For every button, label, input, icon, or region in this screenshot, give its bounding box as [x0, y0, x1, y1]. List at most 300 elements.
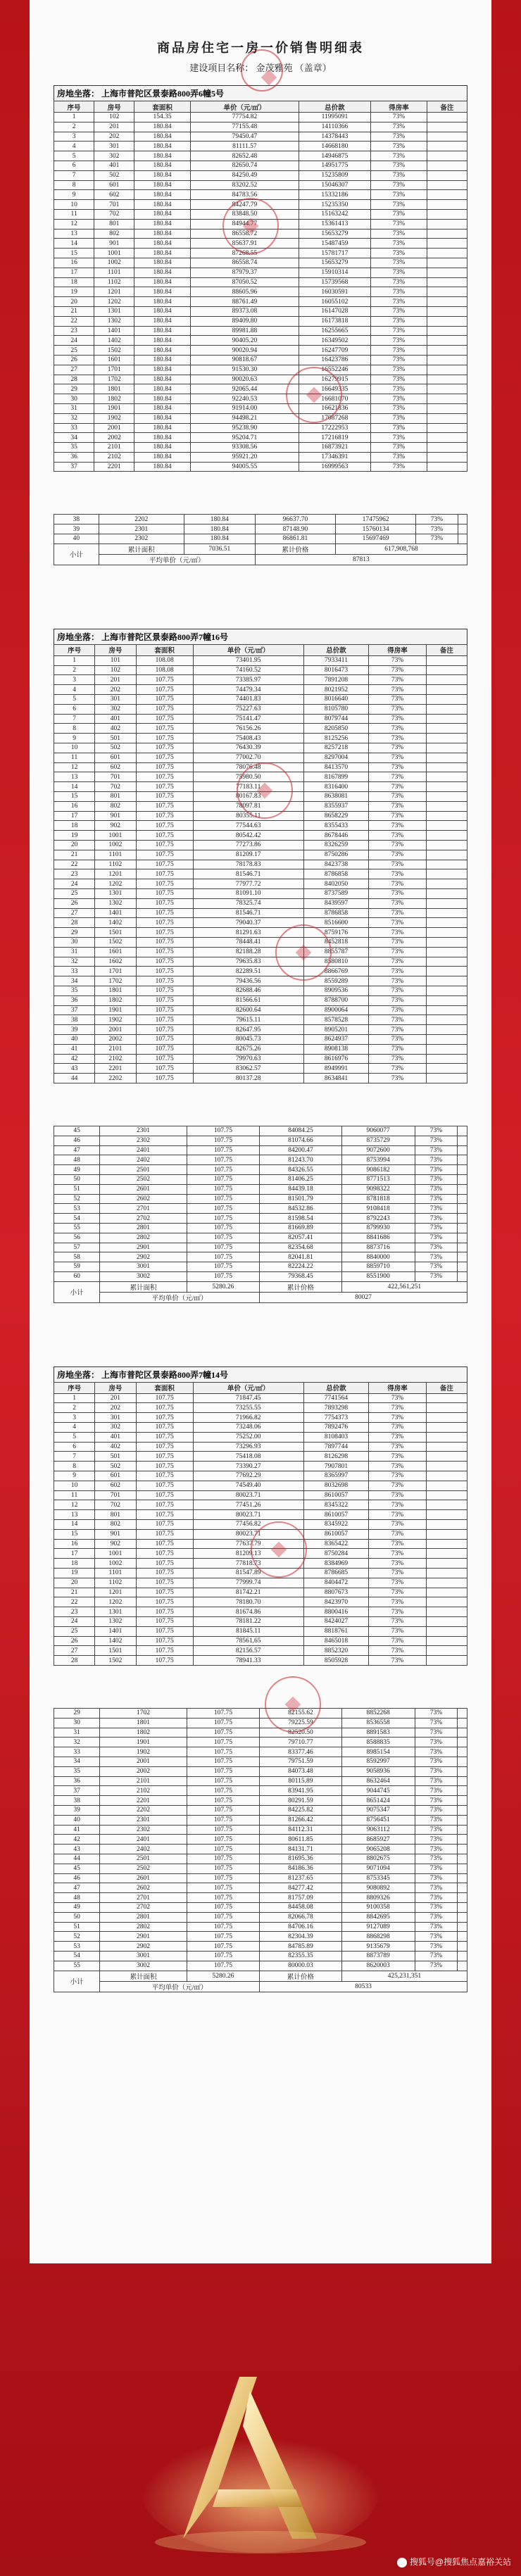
table-cell: 79450.47: [190, 132, 299, 142]
table-cell: 73%: [369, 685, 426, 695]
table-cell: [426, 1500, 467, 1510]
table-cell: 74479.34: [193, 685, 303, 695]
table-cell: 107.75: [136, 908, 193, 918]
table-cell: 73%: [415, 1942, 458, 1952]
table-cell: [426, 908, 467, 918]
footer-text: 搜狐号@搜狐焦点嘉裕关站: [409, 2557, 511, 2567]
table-cell: 9135679: [341, 1942, 415, 1952]
table-cell: 16: [54, 1539, 95, 1549]
table-cell: 76156.26: [193, 724, 303, 734]
table-row: [54, 1393, 467, 1403]
table-cell: 73%: [415, 1126, 458, 1136]
table-cell: 73%: [369, 1588, 426, 1597]
table-cell: [426, 1597, 467, 1607]
table-cell: 1601: [95, 947, 136, 957]
table-cell: 1501: [95, 1646, 136, 1656]
table-cell: 78561.65: [193, 1636, 303, 1646]
table-row: [54, 462, 467, 472]
table-cell: 49: [54, 1165, 100, 1175]
table-cell: 14110366: [299, 122, 370, 132]
table-cell: 73%: [371, 151, 427, 161]
table-cell: 95238.90: [190, 423, 299, 433]
table-cell: [426, 1636, 467, 1646]
table-cell: [427, 403, 467, 413]
table-cell: 107.75: [187, 1815, 259, 1825]
table-cell: [426, 1607, 467, 1617]
table-row: [54, 1214, 467, 1224]
table-cell: 92240.53: [190, 394, 299, 404]
table-cell: 107.75: [136, 1452, 193, 1462]
table-cell: 82155.62: [260, 1709, 342, 1719]
table-cell: 21: [54, 850, 95, 860]
table-cell: 75408.43: [193, 734, 303, 743]
table-cell: 82688.46: [193, 986, 303, 995]
table-cell: 80023.71: [193, 1529, 303, 1539]
table-cell: 77456.82: [193, 1520, 303, 1530]
table-cell: 107.75: [136, 1578, 193, 1588]
table-cell: 73%: [415, 1155, 458, 1165]
table-cell: 107.75: [187, 1214, 259, 1224]
column-header: 得房率: [369, 644, 426, 655]
table-cell: 8638081: [303, 792, 369, 802]
table-cell: 1: [54, 1393, 95, 1403]
table-cell: 77692.29: [193, 1471, 303, 1481]
table-row: [54, 1126, 467, 1136]
table-cell: 73%: [371, 239, 427, 249]
table-cell: 78448.41: [193, 937, 303, 947]
table-cell: 8079744: [303, 714, 369, 724]
table-cell: [426, 841, 467, 850]
table-cell: 60: [54, 1271, 100, 1281]
table-cell: 107.75: [136, 1413, 193, 1423]
table-cell: 79635.83: [193, 957, 303, 967]
table-row: [54, 1054, 467, 1064]
table-cell: 74401.83: [193, 695, 303, 705]
table-cell: [426, 821, 467, 831]
table-cell: 37: [54, 462, 94, 472]
table-cell: 8786685: [303, 1569, 369, 1578]
table-cell: 80045.73: [193, 1034, 303, 1044]
table-cell: 16255665: [299, 326, 370, 336]
table-cell: 12: [54, 219, 94, 229]
table-cell: 107.75: [136, 811, 193, 821]
table-cell: [427, 180, 467, 190]
table-cell: 73%: [371, 268, 427, 277]
table-cell: 901: [94, 239, 134, 249]
table-cell: [426, 1074, 467, 1083]
table-cell: 501: [95, 734, 136, 743]
table-row: [54, 821, 467, 831]
table-cell: 3002: [100, 1271, 187, 1281]
table-row: [54, 515, 467, 524]
table-cell: 25: [54, 889, 95, 899]
table-row: [54, 957, 467, 967]
table-cell: [426, 957, 467, 967]
table-cell: 7907801: [303, 1462, 369, 1471]
table-cell: 73%: [415, 1776, 458, 1786]
table-cell: [427, 287, 467, 297]
total-area: 5280.26: [187, 1971, 259, 1981]
table-cell: 107.75: [136, 1646, 193, 1656]
table-row: [54, 1520, 467, 1530]
table-cell: [458, 1252, 467, 1262]
table-cell: [427, 423, 467, 433]
table-cell: 180.84: [134, 346, 191, 356]
table-cell: 11: [54, 753, 95, 762]
table-cell: 107.75: [136, 1607, 193, 1617]
table-cell: 154.35: [134, 113, 191, 122]
table-cell: 7897744: [303, 1442, 369, 1452]
table-cell: 39: [54, 1805, 100, 1815]
table-cell: [426, 1423, 467, 1433]
table-cell: 601: [94, 180, 134, 190]
property-address: 房地坐落： 上海市普陀区景泰路800弄7幢16号: [54, 629, 467, 644]
property-address: 房地坐落： 上海市普陀区景泰路800弄7幢14号: [54, 1366, 467, 1382]
table-row: [54, 1194, 467, 1204]
table-cell: 16649335: [299, 384, 370, 394]
table-row: [54, 1184, 467, 1194]
table-cell: 302: [95, 1423, 136, 1433]
table-cell: 80023.71: [193, 1490, 303, 1500]
table-cell: 8651424: [341, 1796, 415, 1806]
table-cell: 180.84: [134, 433, 191, 443]
table-cell: 79710.77: [260, 1738, 342, 1747]
table-cell: 89373.08: [190, 306, 299, 316]
total-price: 425,231,351: [341, 1971, 467, 1981]
table-cell: 15361413: [299, 219, 370, 229]
table-cell: 1601: [94, 355, 134, 365]
table-cell: 73%: [371, 433, 427, 443]
table-row: [54, 762, 467, 772]
table-cell: 50: [54, 1912, 100, 1922]
table-cell: 302: [95, 704, 136, 714]
table-cell: 75141.47: [193, 714, 303, 724]
table-cell: 16: [54, 258, 94, 268]
table-cell: 73%: [369, 821, 426, 831]
table-cell: 1301: [94, 306, 134, 316]
table-cell: 73%: [369, 1636, 426, 1646]
table-cell: [427, 413, 467, 423]
table-cell: 107.75: [187, 1951, 259, 1961]
column-header: 单价（元/㎡）: [193, 644, 303, 655]
table-cell: 1502: [95, 937, 136, 947]
table-cell: [426, 1442, 467, 1452]
table-cell: 8949991: [303, 1064, 369, 1074]
table-cell: 52: [54, 1194, 100, 1204]
table-cell: 56: [54, 1233, 100, 1243]
table-cell: 107.75: [136, 1064, 193, 1074]
table-row: [54, 1747, 467, 1757]
table-cell: [427, 306, 467, 316]
table-cell: 701: [95, 772, 136, 782]
table-cell: 107.75: [187, 1796, 259, 1806]
table-cell: 107.75: [136, 1074, 193, 1083]
table-cell: 8516600: [303, 918, 369, 928]
table-cell: 73%: [371, 326, 427, 336]
table-row: [54, 1766, 467, 1776]
table-cell: 73%: [369, 986, 426, 995]
table-cell: [426, 1656, 467, 1666]
table-cell: 73%: [369, 1559, 426, 1569]
table-cell: 10: [54, 1481, 95, 1490]
table-cell: 94005.55: [190, 462, 299, 472]
table-cell: 180.84: [134, 122, 191, 132]
table-cell: 73%: [369, 1500, 426, 1510]
building-block: [54, 85, 467, 565]
table-row: [54, 1539, 467, 1549]
table-row: [54, 1738, 467, 1747]
table-cell: [426, 1025, 467, 1035]
table-cell: [426, 1034, 467, 1044]
table-cell: 15760134: [336, 524, 416, 534]
table-row: [54, 665, 467, 675]
table-cell: 17475962: [336, 515, 416, 524]
table-cell: 73296.93: [193, 1442, 303, 1452]
table-cell: 73%: [415, 1902, 458, 1912]
table-cell: 8771513: [341, 1174, 415, 1184]
table-cell: 17: [54, 268, 94, 277]
table-cell: 2101: [95, 1044, 136, 1054]
table-cell: 8016473: [303, 665, 369, 675]
table-cell: 90818.67: [190, 355, 299, 365]
table-cell: 2102: [94, 452, 134, 462]
table-cell: 302: [94, 151, 134, 161]
table-cell: 8423738: [303, 860, 369, 869]
table-cell: 21: [54, 1588, 95, 1597]
table-cell: [426, 947, 467, 957]
table-cell: 84073.48: [260, 1766, 342, 1776]
table-cell: [427, 316, 467, 326]
table-cell: 180.84: [134, 394, 191, 404]
table-cell: 3: [54, 1413, 95, 1423]
table-cell: [426, 772, 467, 782]
table-cell: [427, 122, 467, 132]
table-cell: 73%: [369, 1578, 426, 1588]
table-cell: 107.75: [187, 1883, 259, 1893]
table-row: [54, 268, 467, 277]
table-cell: 73%: [369, 792, 426, 802]
table-cell: 81209.13: [193, 1549, 303, 1559]
table-cell: 74549.40: [193, 1481, 303, 1490]
table-cell: 107.75: [136, 841, 193, 850]
table-row: [54, 734, 467, 743]
table-cell: [426, 995, 467, 1005]
table-cell: 73%: [371, 277, 427, 287]
table-cell: 82289.51: [193, 967, 303, 976]
table-cell: 73%: [369, 753, 426, 762]
table-cell: 15235809: [299, 170, 370, 180]
table-row: [54, 1432, 467, 1442]
table-cell: 7: [54, 170, 94, 180]
table-cell: 8908138: [303, 1044, 369, 1054]
table-cell: 107.75: [187, 1174, 259, 1184]
table-cell: 201: [94, 122, 134, 132]
table-cell: 2102: [95, 1054, 136, 1064]
table-cell: 90020.94: [190, 346, 299, 356]
table-cell: 801: [95, 1510, 136, 1520]
table-cell: 73%: [415, 1883, 458, 1893]
table-cell: 9072600: [341, 1145, 415, 1155]
table-cell: 107.75: [136, 918, 193, 928]
table-cell: 24: [54, 1617, 95, 1627]
document-subtitle: 建设项目名称： 金茂雅苑 （盖章）: [189, 63, 332, 73]
table-row: [54, 1403, 467, 1413]
table-cell: 107.75: [136, 1034, 193, 1044]
column-header: 备注: [427, 101, 467, 113]
table-row: [54, 782, 467, 792]
column-header: 套面积: [136, 644, 193, 655]
table-row: [54, 1636, 467, 1646]
table-cell: 3001: [100, 1951, 187, 1961]
table-cell: 107.75: [136, 1656, 193, 1666]
table-cell: 81547.89: [193, 1569, 303, 1578]
table-cell: 180.84: [184, 524, 255, 534]
table-cell: 2001: [94, 423, 134, 433]
table-cell: [427, 142, 467, 151]
table-cell: 73%: [371, 287, 427, 297]
table-cell: 41: [54, 1044, 95, 1054]
table-cell: 180.84: [134, 258, 191, 268]
table-row: [54, 1243, 467, 1252]
table-cell: 31: [54, 403, 94, 413]
table-cell: 8905201: [303, 1025, 369, 1035]
table-cell: 94498.21: [190, 413, 299, 423]
table-cell: 86558.74: [190, 258, 299, 268]
table-cell: 180.84: [134, 423, 191, 433]
table-cell: 107.75: [136, 986, 193, 995]
table-cell: 1902: [94, 413, 134, 423]
column-header: 序号: [54, 644, 95, 655]
table-cell: 77002.70: [193, 753, 303, 762]
table-row: [54, 375, 467, 384]
table-cell: 73%: [415, 1747, 458, 1757]
table-cell: [426, 976, 467, 986]
table-cell: 1402: [95, 1636, 136, 1646]
table-cell: 107.75: [136, 1481, 193, 1490]
table-cell: [458, 1174, 467, 1184]
table-cell: 84326.55: [260, 1165, 342, 1175]
table-cell: 8852268: [341, 1709, 415, 1719]
table-row: [54, 142, 467, 151]
table-cell: [426, 753, 467, 762]
table-cell: 107.75: [187, 1902, 259, 1912]
table-cell: 73%: [415, 1864, 458, 1873]
table-cell: 27: [54, 908, 95, 918]
table-cell: 26: [54, 355, 94, 365]
table-cell: 1801: [95, 986, 136, 995]
table-cell: 89981.88: [190, 326, 299, 336]
table-cell: 73%: [371, 452, 427, 462]
table-row: [54, 1462, 467, 1471]
table-cell: 1702: [95, 976, 136, 986]
table-row: [54, 1718, 467, 1728]
table-cell: 91914.00: [190, 403, 299, 413]
table-cell: 7754373: [303, 1413, 369, 1423]
table-cell: [458, 1262, 467, 1272]
table-cell: 107.75: [136, 1403, 193, 1413]
table-row: [54, 655, 467, 665]
table-row: [54, 1034, 467, 1044]
table-row: [54, 229, 467, 239]
table-cell: 73%: [369, 704, 426, 714]
table-cell: 36: [54, 995, 95, 1005]
table-cell: 8167899: [303, 772, 369, 782]
table-row: [54, 443, 467, 453]
table-cell: 502: [94, 170, 134, 180]
table-cell: 180.84: [134, 209, 191, 219]
table-cell: 1901: [94, 403, 134, 413]
table-cell: 27: [54, 365, 94, 375]
table-cell: 108.08: [136, 665, 193, 675]
table-cell: 84186.36: [260, 1864, 342, 1873]
table-cell: 73%: [415, 1922, 458, 1932]
table-cell: 73%: [415, 1214, 458, 1224]
table-cell: 73%: [369, 1617, 426, 1627]
table-header-row: [54, 1382, 467, 1393]
table-cell: 102: [94, 113, 134, 122]
table-row: [54, 1835, 467, 1845]
table-cell: 107.75: [187, 1766, 259, 1776]
table-cell: 11995091: [299, 113, 370, 122]
table-cell: [426, 724, 467, 734]
table-row: [54, 1025, 467, 1035]
table-cell: 8424027: [303, 1617, 369, 1627]
table-cell: 107.75: [136, 1054, 193, 1064]
table-cell: 54: [54, 1951, 100, 1961]
table-cell: 8632464: [341, 1776, 415, 1786]
table-cell: [458, 1271, 467, 1281]
table-cell: 73%: [371, 375, 427, 384]
table-cell: 9086182: [341, 1165, 415, 1175]
table-cell: 73%: [369, 1607, 426, 1617]
table-cell: 1: [54, 655, 95, 665]
table-cell: 84112.31: [260, 1825, 342, 1835]
table-cell: 47: [54, 1883, 100, 1893]
table-cell: 107.75: [187, 1155, 259, 1165]
table-cell: 73%: [369, 908, 426, 918]
table-cell: [427, 326, 467, 336]
table-cell: 81546.71: [193, 908, 303, 918]
table-row: [54, 898, 467, 908]
footer-watermark: [397, 2556, 511, 2568]
table-cell: 43: [54, 1845, 100, 1854]
table-cell: 9098322: [341, 1184, 415, 1194]
table-cell: 107.75: [187, 1243, 259, 1252]
table-cell: 81674.86: [193, 1607, 303, 1617]
table-cell: 84277.42: [260, 1883, 342, 1893]
table-cell: 21: [54, 306, 94, 316]
table-cell: 73%: [415, 1718, 458, 1728]
table-cell: 2302: [100, 1825, 187, 1835]
table-cell: 81266.42: [260, 1815, 342, 1825]
table-cell: 8536558: [341, 1718, 415, 1728]
table-cell: 35: [54, 1766, 100, 1776]
table-row: [54, 1961, 467, 1971]
table-cell: 107.75: [136, 1442, 193, 1452]
table-cell: 15: [54, 249, 94, 258]
table-cell: 8624937: [303, 1034, 369, 1044]
table-cell: [426, 655, 467, 665]
table-cell: 1401: [95, 908, 136, 918]
summary-row: [54, 1971, 467, 1981]
table-row: [54, 1757, 467, 1766]
table-cell: 8384969: [303, 1559, 369, 1569]
table-cell: 77273.86: [193, 841, 303, 850]
table-row: [54, 1932, 467, 1942]
table-cell: 7892476: [303, 1423, 369, 1433]
table-cell: 73%: [369, 860, 426, 869]
table-cell: 74160.52: [193, 665, 303, 675]
